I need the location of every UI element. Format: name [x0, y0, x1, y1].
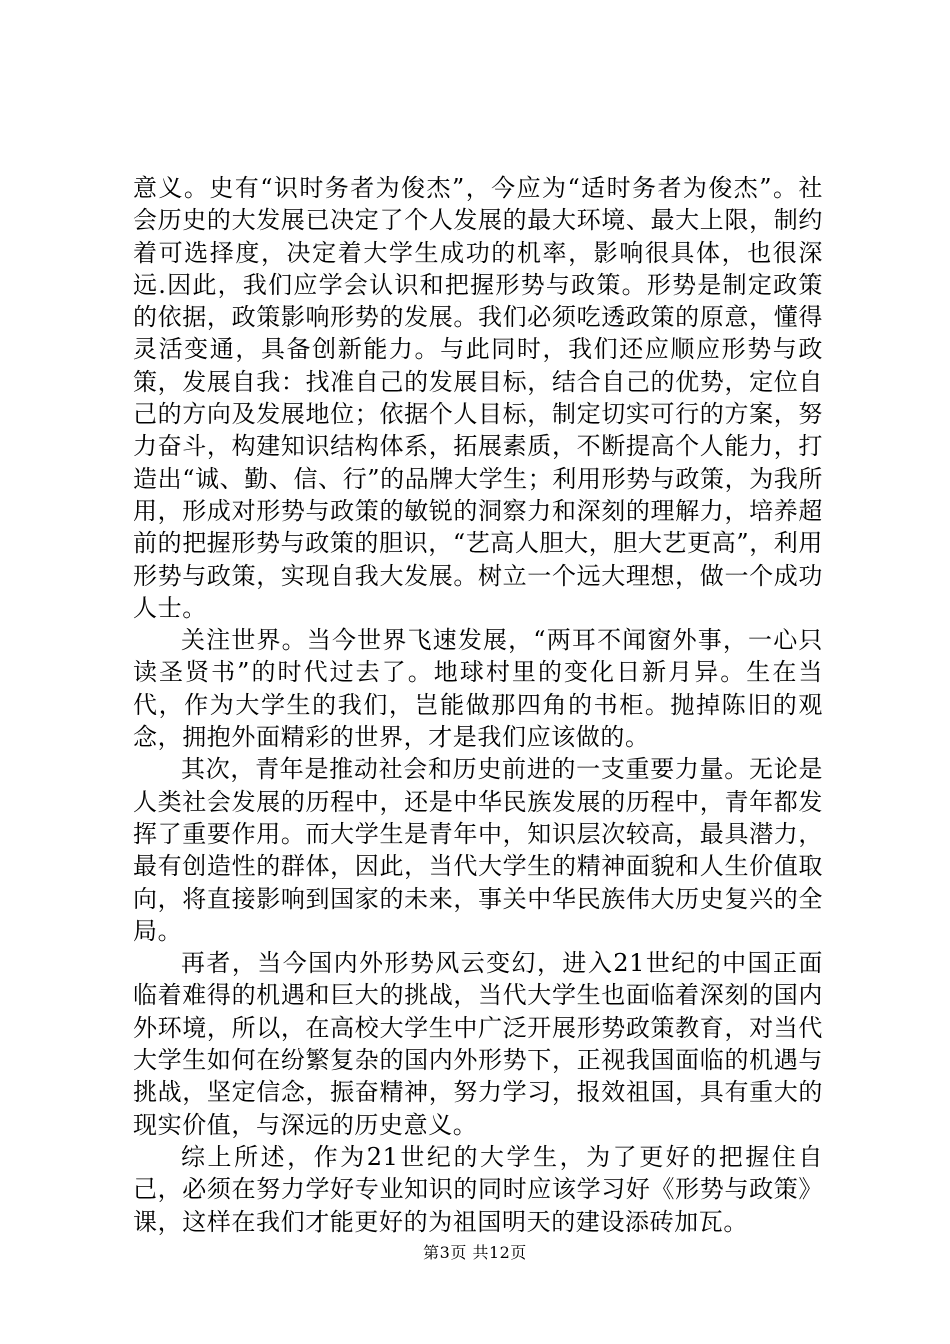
- paragraph-2: 关注世界。当今世界飞速发展，“两耳不闻窗外事，一心只读圣贤书”的时代过去了。地球村里的变化日新月异。生在当代，作为大学生的我们，岂能做那四角的书柜。抛掉陈旧的观念，拥抱外面精彩的世界，才是我们应该做的。: [133, 626, 823, 752]
- paragraph-1: 意义。史有“识时务者为俊杰”，今应为“适时务者为俊杰”。社会历史的大发展已决定了个人发展的最大环境、最大上限，制约着可选择度，决定着大学生成功的机率，影响很具体，也很深远.因此，我们应学会认识和把握形势与政策。形势是制定政策的依据，政策影响形势的发展。我们必须吃透政策的原意，懂得灵活变通，具备创新能力。与此同时，我们还应顺应形势与政策，发展自我：找准自己的发展目标，结合自己的优势，定位自己的方向及发展地位；依据个人目标，制定切实可行的方案，努力奋斗，构建知识结构体系，拓展素质，不断提高个人能力，打造出“诚、勤、信、行”的品牌大学生；利用形势与政策，为我所用，形成对形势与政策的敏锐的洞察力和深刻的理解力，培养超前的把握形势与政策的胆识，“艺高人胆大，胆大艺更高”，利用形势与政策，实现自我大发展。树立一个远大理想，做一个成功人士。: [133, 174, 823, 622]
- paragraph-3: 其次，青年是推动社会和历史前进的一支重要力量。无论是人类社会发展的历程中，还是中华民族发展的历程中，青年都发挥了重要作用。而大学生是青年中，知识层次较高，最具潜力，最有创造性的群体，因此，当代大学生的精神面貌和人生价值取向，将直接影响到国家的未来，事关中华民族伟大历史复兴的全局。: [133, 755, 823, 945]
- page-footer: 第3页 共12页: [423, 1243, 527, 1262]
- document-body: [133, 172, 823, 1238]
- paragraph-5: 综上所述，作为21世纪的大学生，为了更好的把握住自己，必须在努力学好专业知识的同时应该学习好《形势与政策》课，这样在我们才能更好的为祖国明天的建设添砖加瓦。: [133, 1142, 823, 1236]
- paragraph-4: 再者，当今国内外形势风云变幻，进入21世纪的中国正面临着难得的机遇和巨大的挑战，当代大学生也面临着深刻的国内外环境，所以，在高校大学生中广泛开展形势政策教育，对当代大学生如何在纷繁复杂的国内外形势下，正视我国面临的机遇与挑战，坚定信念，振奋精神，努力学习，报效祖国，具有重大的现实价值，与深远的历史意义。: [133, 949, 823, 1139]
